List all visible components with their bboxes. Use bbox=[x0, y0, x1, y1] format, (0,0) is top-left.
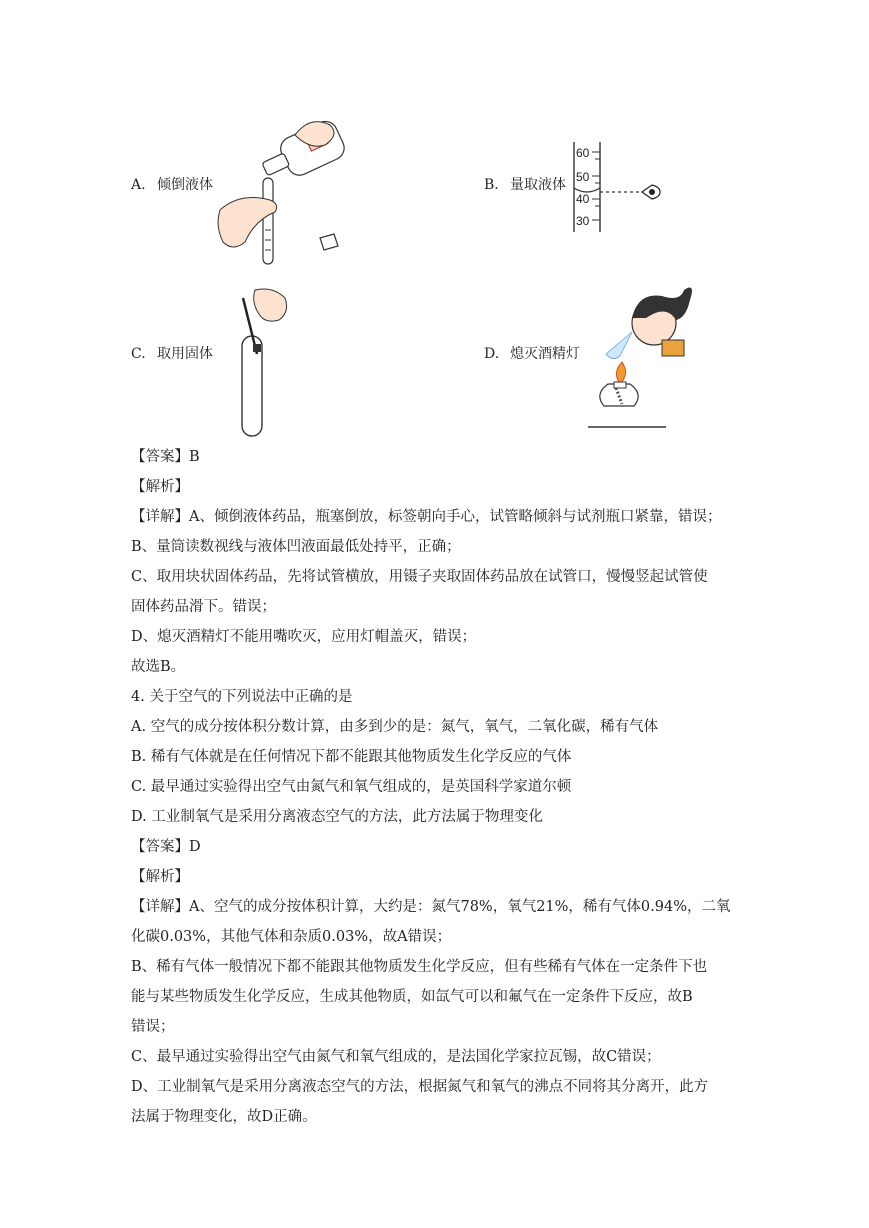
option-c-text: 取用固体 bbox=[157, 346, 213, 362]
answer-label-2: 【答案】D bbox=[131, 839, 201, 855]
detail-line-6: 【详解】A、空气的成分按体积计算，大约是：氮气78%，氧气21%，稀有气体0.94%，二氧 bbox=[131, 899, 731, 915]
option-b-letter: B. bbox=[484, 177, 499, 193]
tweezers-test-tube-illustration bbox=[235, 288, 295, 440]
option-c bbox=[131, 345, 213, 363]
blowing-alcohol-lamp-illustration bbox=[588, 278, 698, 433]
detail-line-8: B、稀有气体一般情况下都不能跟其他物质发生化学反应，但有些稀有气体在一定条件下也 bbox=[131, 959, 708, 975]
option-a-text: 倾倒液体 bbox=[157, 177, 213, 193]
detail-line-13: 法属于物理变化，故D正确。 bbox=[131, 1109, 317, 1125]
question-4-option-d: D. 工业制氧气是采用分离液态空气的方法，此方法属于物理变化 bbox=[131, 809, 543, 825]
question-4-option-b: B. 稀有气体就是在任何情况下都不能跟其他物质发生化学反应的气体 bbox=[131, 749, 572, 765]
detail-line-11: C、最早通过实验得出空气由氮气和氧气组成的，是法国化学家拉瓦锡，故C错误； bbox=[131, 1049, 661, 1065]
answer-label-1: 【答案】B bbox=[131, 449, 200, 465]
question-4-option-c: C. 最早通过实验得出空气由氮气和氧气组成的，是英国科学家道尔顿 bbox=[131, 779, 572, 795]
option-d-text: 熄灭酒精灯 bbox=[510, 346, 580, 362]
conclusion-line-1: 故选B。 bbox=[131, 659, 186, 675]
question-4-option-a: A. 空气的成分按体积分数计算，由多到少的是：氮气，氧气，二氧化碳，稀有气体 bbox=[131, 719, 659, 735]
detail-line-12: D、工业制氧气是采用分离液态空气的方法，根据氮气和氧气的沸点不同将其分离开，此方 bbox=[131, 1079, 709, 1095]
option-b bbox=[484, 176, 566, 194]
pouring-liquid-illustration bbox=[215, 110, 365, 270]
option-d bbox=[484, 345, 580, 363]
detail-line-3: C、取用块状固体药品，先将试管横放，用镊子夹取固体药品放在试管口，慢慢竖起试管使 bbox=[131, 569, 708, 585]
detail-line-7: 化碳0.03%，其他气体和杂质0.03%，故A错误； bbox=[131, 929, 452, 945]
option-c-letter: C. bbox=[131, 346, 146, 362]
option-a-letter: A. bbox=[131, 177, 146, 193]
eye-icon bbox=[642, 185, 660, 199]
detail-line-5: D、熄灭酒精灯不能用嘴吹灭，应用灯帽盖灭，错误； bbox=[131, 629, 477, 645]
tick-label-60: 60 bbox=[576, 146, 590, 160]
option-b-text: 量取液体 bbox=[510, 177, 566, 193]
detail-line-2: B、量筒读数视线与液体凹液面最低处持平，正确； bbox=[131, 539, 461, 555]
tick-label-40: 40 bbox=[576, 192, 590, 206]
detail-line-9: 能与某些物质发生化学反应，生成其他物质，如氙气可以和氟气在一定条件下反应，故B bbox=[131, 989, 693, 1005]
detail-line-10: 错误； bbox=[131, 1019, 175, 1035]
option-d-letter: D. bbox=[484, 346, 500, 362]
option-a bbox=[131, 176, 213, 194]
tick-label-30: 30 bbox=[576, 214, 590, 228]
graduated-cylinder-illustration bbox=[570, 140, 670, 235]
analysis-label-1: 【解析】 bbox=[131, 479, 189, 495]
detail-line-4: 固体药品滑下。错误； bbox=[131, 599, 276, 615]
tick-label-50: 50 bbox=[576, 170, 590, 184]
question-4-stem: 4. 关于空气的下列说法中正确的是 bbox=[131, 689, 353, 705]
detail-line-1: 【详解】A、倾倒液体药品，瓶塞倒放，标签朝向手心，试管略倾斜与试剂瓶口紧靠，错误； bbox=[131, 509, 722, 525]
analysis-label-2: 【解析】 bbox=[131, 869, 189, 885]
